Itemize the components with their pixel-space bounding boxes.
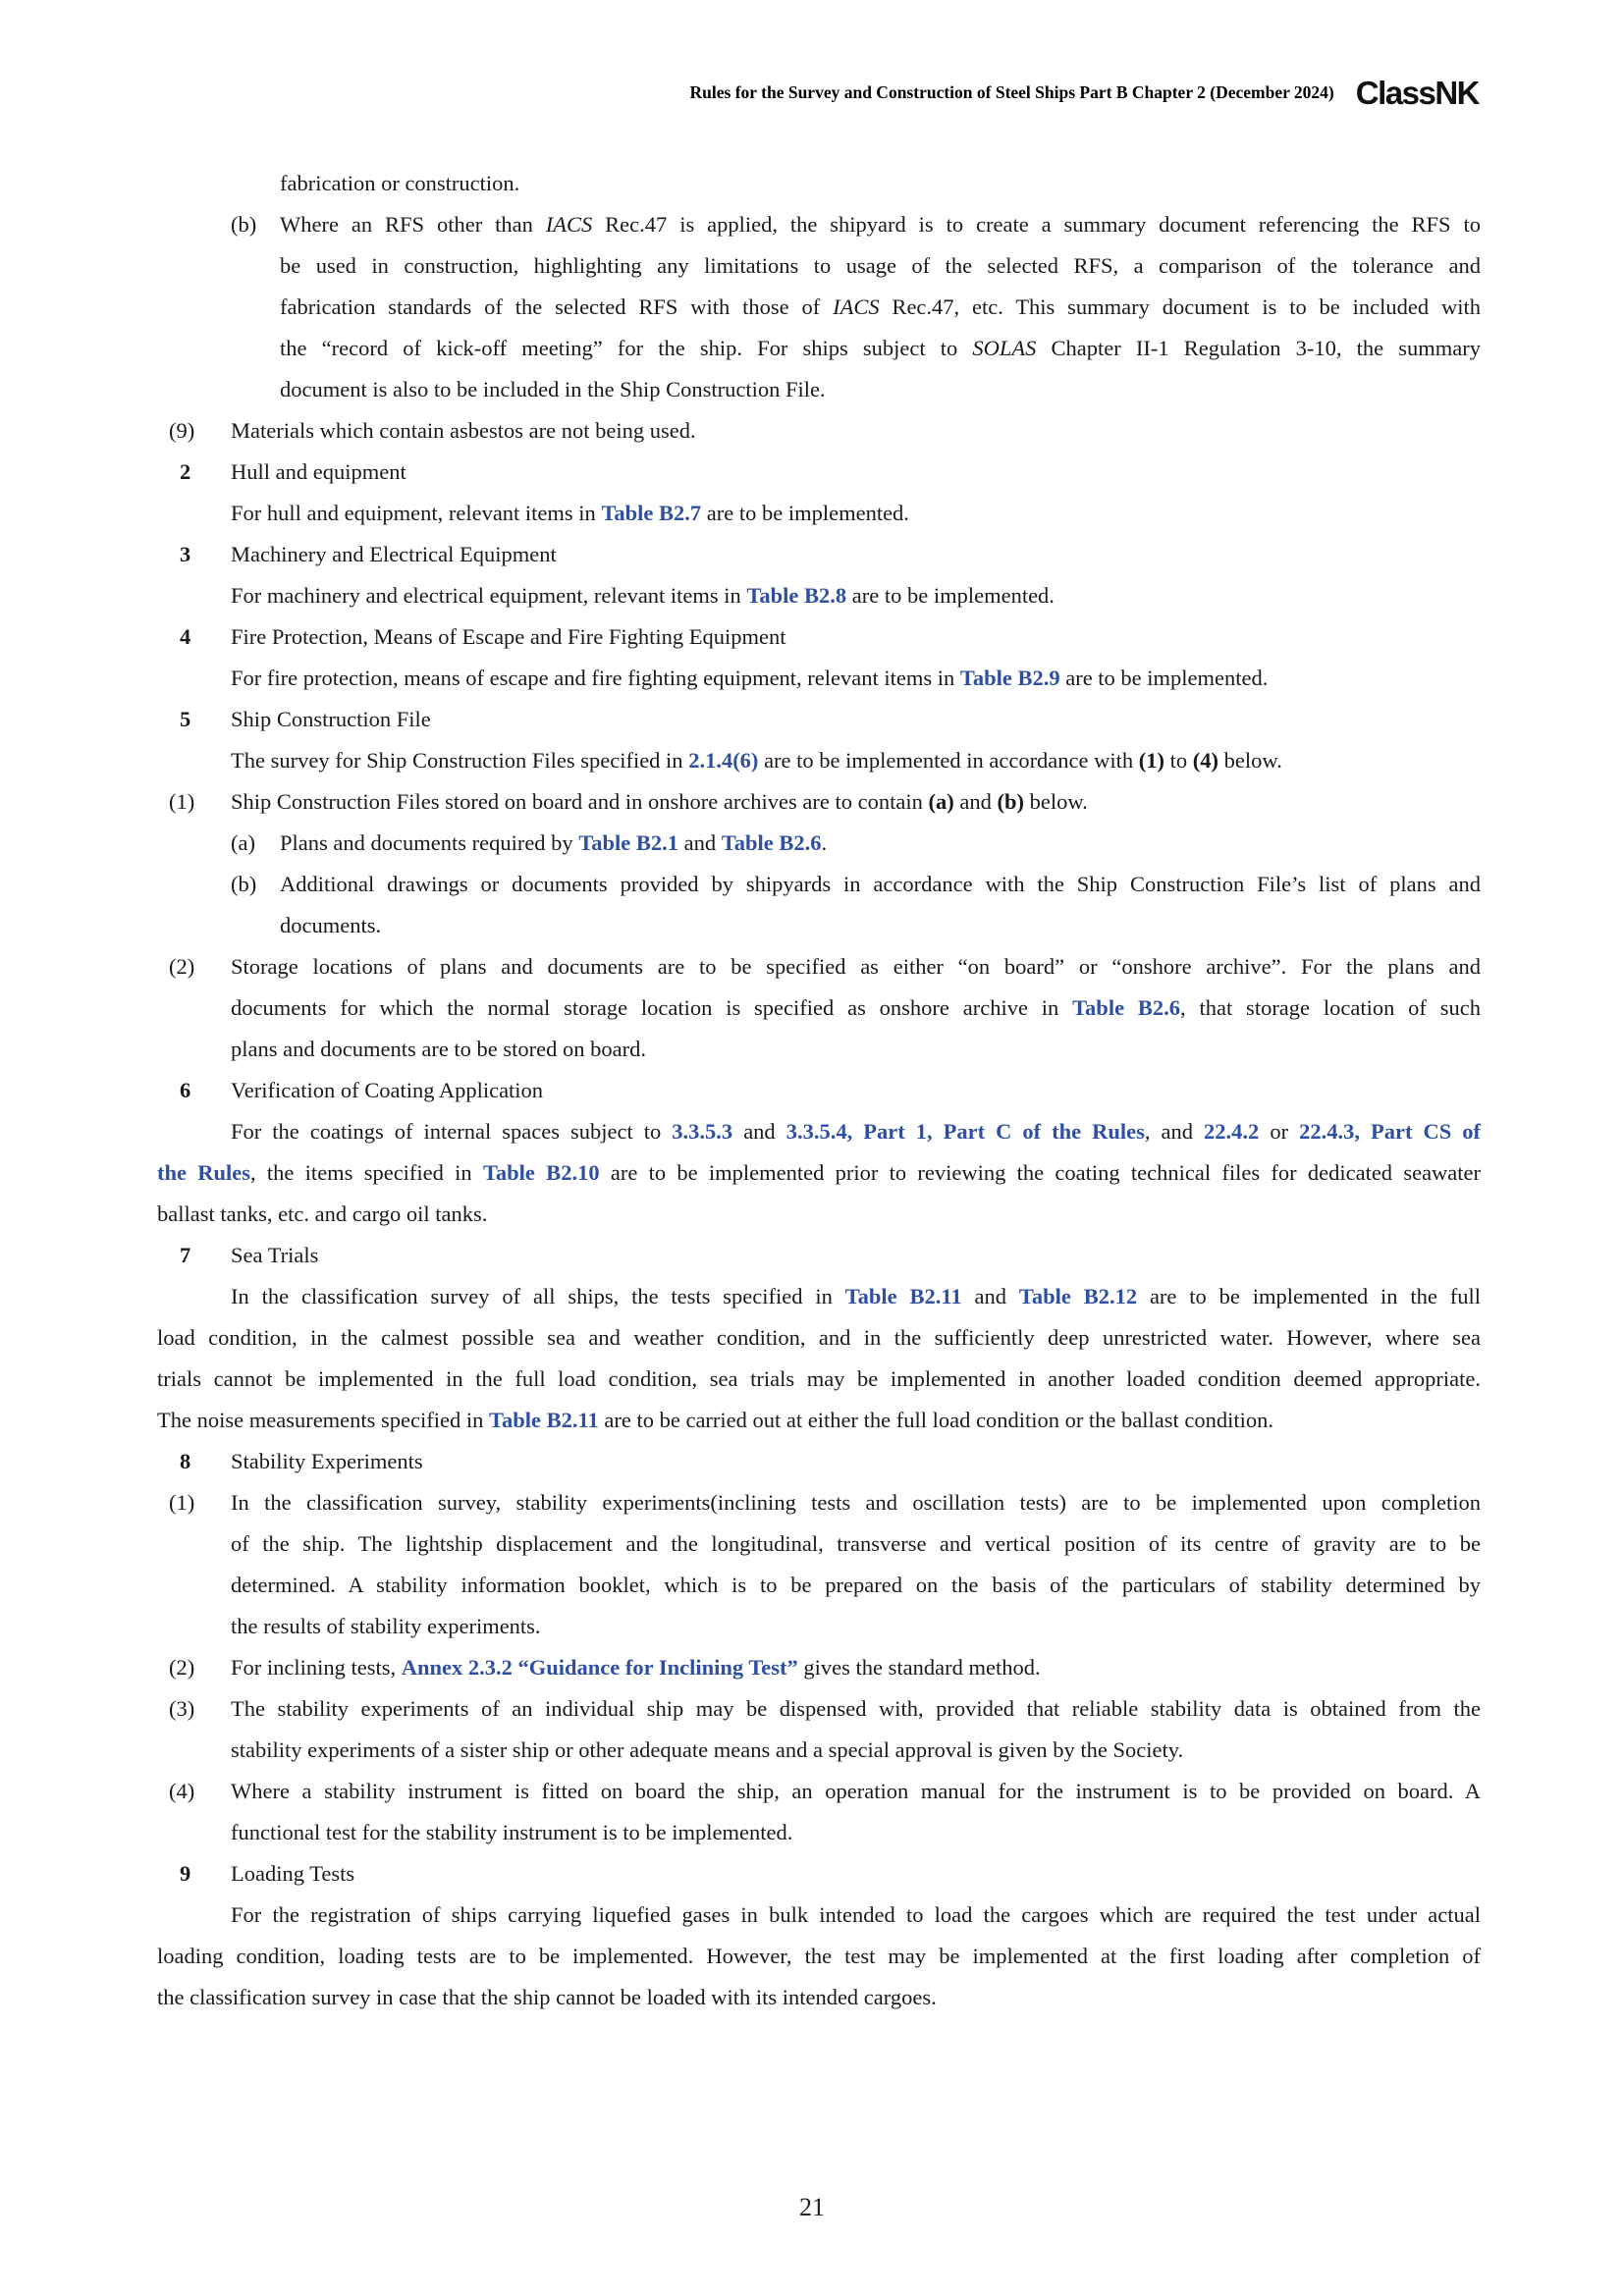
item-label: (9) (169, 418, 195, 443)
list-item-2: (2) Storage locations of plans and documents are to be specified as either “on board” or “onshore archive”. For the plans and (157, 946, 1481, 988)
annex-link[interactable]: Annex 2.3.2 “Guidance for Inclining Test” (401, 1655, 798, 1680)
text-line: loading condition, loading tests are to be implemented. However, the test may be implemented at the first loading after completion of (157, 1944, 1481, 1968)
paragraph-link[interactable]: 2.1.4(6) (688, 748, 759, 773)
list-item-4: (4) Where a stability instrument is fitted on board the ship, an operation manual for the instrument is to be provided on board. A (157, 1771, 1481, 1812)
table-link[interactable]: Table B2.6 (1072, 995, 1181, 1020)
item-label: (3) (169, 1696, 195, 1721)
list-item-b: (b) Additional drawings or documents provided by shipyards in accordance with the Ship Construction File’s list of plans and (157, 864, 1481, 905)
page-header (690, 77, 1479, 109)
text-line: functional test for the stability instrument is to be implemented. (231, 1820, 793, 1844)
text-line: of the ship. The lightship displacement and the longitudinal, transverse and vertical position of its centre of gravity are to be (231, 1531, 1481, 1556)
text-line: For machinery and electrical equipment, relevant items in Table B2.8 are to be implemented. (231, 583, 1055, 608)
list-item-3: (3) The stability experiments of an individual ship may be dispensed with, provided that reliable stability data is obtained from the (157, 1688, 1481, 1730)
paragraph-link[interactable]: the Rules (157, 1160, 251, 1185)
section-title: Fire Protection, Means of Escape and Fire Fighting Equipment (231, 624, 786, 649)
page-number: 21 (799, 2193, 825, 2221)
section-number: 6 (180, 1078, 191, 1102)
list-item-1: (1) Ship Construction Files stored on board and in onshore archives are to contain (a) and (b) below. (157, 781, 1481, 823)
paragraph-link[interactable]: 22.4.3, Part CS of (1299, 1119, 1481, 1144)
item-label: (a) (231, 830, 255, 855)
table-link[interactable]: Table B2.10 (482, 1160, 600, 1185)
text-line: documents for which the normal storage location is specified as onshore archive in Table B2.6, that storage location of such (231, 995, 1481, 1020)
text-line: fabrication or construction. (280, 171, 520, 195)
section-number: 2 (180, 459, 191, 484)
text-line: For the coatings of internal spaces subject to 3.3.5.3 and 3.3.5.4, Part 1, Part C of the Rules, and 22.4.2 or 22.4.3, Part CS of (231, 1119, 1481, 1144)
section-3-heading (157, 534, 1481, 575)
text-line: In the classification survey of all ships, the tests specified in Table B2.11 and Table B2.12 are to be implemented in the full (231, 1284, 1482, 1308)
text-line: the “record of kick-off meeting” for the ship. For ships subject to SOLAS Chapter II-1 Regulation 3-10, the summary (280, 336, 1481, 360)
section-title: Stability Experiments (231, 1449, 423, 1473)
item-label: (1) (169, 1490, 195, 1515)
section-title: Loading Tests (231, 1861, 355, 1886)
list-item-a: (a) Plans and documents required by Table B2.1 and Table B2.6. (157, 823, 1481, 864)
table-link[interactable]: Table B2.6 (721, 830, 822, 855)
list-item-9: (9) Materials which contain asbestos are not being used. (157, 410, 1481, 452)
section-number: 8 (180, 1449, 191, 1473)
table-link[interactable]: Table B2.11 (844, 1284, 962, 1308)
section-number: 9 (180, 1861, 191, 1886)
section-number: 4 (180, 624, 191, 649)
table-link[interactable]: Table B2.7 (601, 501, 702, 525)
text-line: be used in construction, highlighting any limitations to usage of the selected RFS, a comparison of the tolerance and (280, 253, 1481, 278)
text-line: trials cannot be implemented in the full load condition, sea trials may be implemented in another loaded condition deemed appropriate. (157, 1366, 1481, 1391)
section-title: Verification of Coating Application (231, 1078, 544, 1102)
table-link[interactable]: Table B2.9 (959, 666, 1060, 690)
section-8-heading (157, 1441, 1481, 1482)
list-item-1: (1) In the classification survey, stability experiments(inclining tests and oscillation tests) are to be implemented upon completion (157, 1482, 1481, 1523)
section-5-heading (157, 699, 1481, 740)
text-line: For hull and equipment, relevant items in Table B2.7 are to be implemented. (231, 501, 909, 525)
section-title: Machinery and Electrical Equipment (231, 542, 557, 566)
item-label: (2) (169, 1655, 195, 1680)
section-6-heading (157, 1070, 1481, 1111)
text-line: ballast tanks, etc. and cargo oil tanks. (157, 1201, 488, 1226)
text-line: The noise measurements specified in Table B2.11 are to be carried out at either the full load condition or the ballast condition. (157, 1408, 1274, 1432)
item-label: (b) (231, 872, 257, 896)
text-line: the results of stability experiments. (231, 1614, 541, 1638)
header-title: Rules for the Survey and Construction of Steel Ships Part B Chapter 2 (December 2024) (689, 82, 1334, 102)
classnk-logo: ClassNK (1355, 75, 1479, 111)
text-line: For the registration of ships carrying liquefied gases in bulk intended to load the cargoes which are required the test under actual (231, 1902, 1481, 1927)
table-link[interactable]: Table B2.1 (578, 830, 679, 855)
paragraph-link[interactable]: 3.3.5.4, Part 1, Part C of the Rules (785, 1119, 1145, 1144)
list-item-b: (b) Where an RFS other than IACS Rec.47 is applied, the shipyard is to create a summary document referencing the RFS to (157, 204, 1481, 245)
item-label: (1) (169, 789, 195, 814)
section-title: Ship Construction File (231, 707, 431, 731)
text-line: documents. (280, 913, 382, 937)
item-label: (4) (169, 1779, 195, 1803)
section-9-heading (157, 1853, 1481, 1895)
section-4-heading (157, 616, 1481, 658)
document-body (157, 163, 1481, 2018)
list-item-2: (2) For inclining tests, Annex 2.3.2 “Guidance for Inclining Test” gives the standard method. (157, 1647, 1481, 1688)
section-7-heading (157, 1235, 1481, 1276)
paragraph-link[interactable]: 22.4.2 (1204, 1119, 1260, 1144)
text-line: load condition, in the calmest possible sea and weather condition, and in the sufficiently deep unrestricted water. However, where sea (157, 1325, 1481, 1350)
paragraph-link[interactable]: 3.3.5.3 (672, 1119, 733, 1144)
section-title: Sea Trials (231, 1243, 319, 1267)
text-line: plans and documents are to be stored on board. (231, 1037, 647, 1061)
table-link[interactable]: Table B2.8 (746, 583, 847, 608)
table-link[interactable]: Table B2.11 (489, 1408, 599, 1432)
item-label: (b) (231, 212, 257, 237)
text-line: the classification survey in case that the ship cannot be loaded with its intended cargoes. (157, 1985, 937, 2009)
item-label: (2) (169, 954, 195, 979)
section-title: Hull and equipment (231, 459, 406, 484)
text-line: The survey for Ship Construction Files specified in 2.1.4(6) are to be implemented in accordance with (1) to (4) below. (231, 748, 1282, 773)
text-line: For fire protection, means of escape and fire fighting equipment, relevant items in Table B2.9 are to be implemented. (231, 666, 1269, 690)
text-line: document is also to be included in the Ship Construction File. (280, 377, 826, 401)
text-line: determined. A stability information booklet, which is to be prepared on the basis of the particulars of stability determined by (231, 1573, 1481, 1597)
text-line: fabrication standards of the selected RFS with those of IACS Rec.47, etc. This summary document is to be included with (280, 294, 1481, 319)
section-number: 5 (180, 707, 191, 731)
table-link[interactable]: Table B2.12 (1018, 1284, 1138, 1308)
section-number: 3 (180, 542, 191, 566)
text-line: the Rules, the items specified in Table B2.10 are to be implemented prior to reviewing the coating technical files for dedicated seawater (157, 1160, 1482, 1185)
text-line: stability experiments of a sister ship or other adequate means and a special approval is given by the Society. (231, 1737, 1184, 1762)
section-2-heading (157, 452, 1481, 493)
section-number: 7 (180, 1243, 191, 1267)
